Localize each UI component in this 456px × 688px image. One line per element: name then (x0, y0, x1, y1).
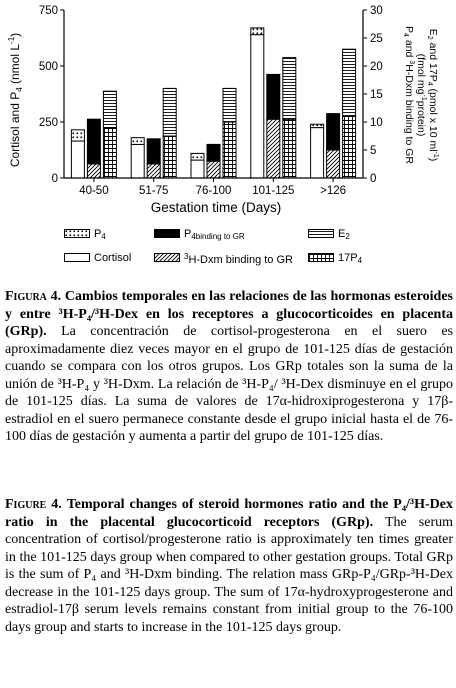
y-left-tick-label: 0 (51, 173, 58, 185)
bar-p4-binding-to-gr-76-100 (207, 144, 220, 161)
y-axis-left-label: Cortisol and $P_4$ (nmol $L^{-1}$) (7, 32, 24, 168)
y-right-tick-label: 25 (370, 33, 383, 45)
bar-p4-76-100 (191, 153, 204, 160)
y-left-tick-label: 500 (38, 61, 58, 73)
y-right-tick-label: 15 (370, 89, 383, 101)
caption-english-label: Figure 4. (5, 497, 62, 512)
y-left-tick-label: 750 (38, 5, 58, 17)
bar-3h-dxm-binding-to-gr-101-125 (267, 119, 280, 178)
bar-cortisol-126 (311, 128, 324, 178)
bar-3h-dxm-binding-to-gr-76-100 (207, 161, 220, 178)
y-right-tick-label: 0 (370, 173, 377, 185)
x-axis-label: Gestation time (Days) (150, 200, 282, 215)
caption-spanish-title: Cambios temporales en las relaciones de las hormonas esteroides y entre ³H-P₄/³H-Dex en los receptores a glucocorticoides en placenta (GRp). (5, 289, 454, 339)
bar-p4-126 (311, 124, 324, 127)
bar-e2-126 (343, 49, 356, 116)
bar-p4-binding-to-gr-126 (327, 114, 340, 150)
caption-english (5, 496, 453, 636)
legend: $P_4$ $P_{4binding to GR}$ $E_2$ Cortisol $^3$H-Dxm binding to GR $17P_4$ (64, 228, 404, 268)
chart (0, 0, 456, 228)
x-tick-label: 101-125 (252, 185, 295, 197)
y-right-tick-label: 10 (370, 117, 383, 129)
caption-english-title: Temporal changes of steroid hormones ratio and the P₄/³H-Dex ratio in the placental glucocorticoid receptors (GRp). (5, 497, 453, 530)
y-left-tick-label: 250 (38, 117, 58, 129)
legend-swatch-e2 (308, 229, 334, 238)
bar-cortisol-76-100 (191, 160, 204, 178)
y-axis-right-label-line3: E2 and 17P4 (pmol x 10 $ml^{-1}$) (426, 28, 439, 162)
legend-swatch-p4-binding (154, 229, 180, 238)
bar-17p4-40-50 (103, 128, 116, 178)
bar-e2-101-125 (283, 58, 296, 120)
bar-3h-dxm-binding-to-gr-40-50 (87, 164, 100, 178)
bar-cortisol-40-50 (71, 141, 84, 178)
bar-p4-binding-to-gr-51-75 (147, 139, 160, 164)
x-tick-label: 76-100 (195, 185, 232, 197)
bar-e2-76-100 (223, 88, 236, 122)
bar-17p4-51-75 (163, 136, 176, 178)
bar-p4-51-75 (131, 138, 144, 145)
bar-p4-40-50 (71, 130, 84, 141)
bar-cortisol-51-75 (131, 144, 144, 178)
caption-english-body: The serum concentration of cortisol/progesterone ratio is approximately ten times greater in the 101-125 days group when compared to other gestation groups. Total GRp is the sum of P₄ and ³H-Dxm binding. The relation mass GRp-P₄/GRp-³H-Dex decrease in the 101-125 days group. The sum of 17α-hydroxyprogesterone and estradiol-17β serum levels remains constant from initial group to the 76-100 days group and starts to increase in the 101-125 days group. (5, 514, 453, 635)
caption-spanish-label: Figura 4. (5, 289, 62, 304)
bar-p4-binding-to-gr-40-50 (87, 119, 100, 164)
legend-swatch-dxm-binding (154, 253, 180, 262)
x-tick-label: >126 (320, 185, 347, 197)
caption-spanish-body: La concentración de cortisol-progesterona en el suero es aproximadamente diez veces mayor en el grupo de 101-125 días de gestación cuando se compara con los otros grupos. Los GRp totales son la suma de la unión de ³H-P₄ y ³H-Dxm. La relación de ³H-P₄/ ³H-Dex disminuye en el grupo de 101-125 días. La suma de valores de 17α-hidroxiprogesterona y 17β-estradiol en el suero permanece constante desde el grupo inicial hasta el de 76-100 días de gestación y aumenta a partir del grupo de 101-125 días. (5, 324, 453, 444)
bar-3h-dxm-binding-to-gr-126 (327, 150, 340, 178)
bar-17p4-101-125 (283, 119, 296, 178)
y-right-tick-label: 5 (370, 145, 377, 157)
bar-17p4-126 (343, 116, 356, 178)
caption-spanish (5, 288, 453, 446)
bar-p4-101-125 (251, 28, 264, 35)
x-tick-label: 40-50 (79, 185, 109, 197)
bar-17p4-76-100 (223, 122, 236, 178)
bar-e2-40-50 (103, 91, 116, 127)
y-right-tick-label: 20 (370, 61, 383, 73)
bar-3h-dxm-binding-to-gr-51-75 (147, 164, 160, 178)
x-tick-label: 51-75 (138, 185, 169, 197)
bar-p4-binding-to-gr-101-125 (267, 74, 280, 119)
legend-swatch-17p4 (308, 253, 334, 262)
y-right-tick-label: 30 (370, 5, 383, 17)
legend-swatch-cortisol (64, 253, 90, 262)
legend-swatch-p4 (64, 229, 90, 238)
y-axis-right-label-line2: (fmol $mg^{-1}protein$) (415, 53, 427, 137)
bar-e2-51-75 (163, 88, 176, 136)
y-axis-right-label-line1: P4 and $^3$H-Dxm binding to GR (402, 26, 415, 164)
bar-cortisol-101-125 (251, 35, 264, 178)
